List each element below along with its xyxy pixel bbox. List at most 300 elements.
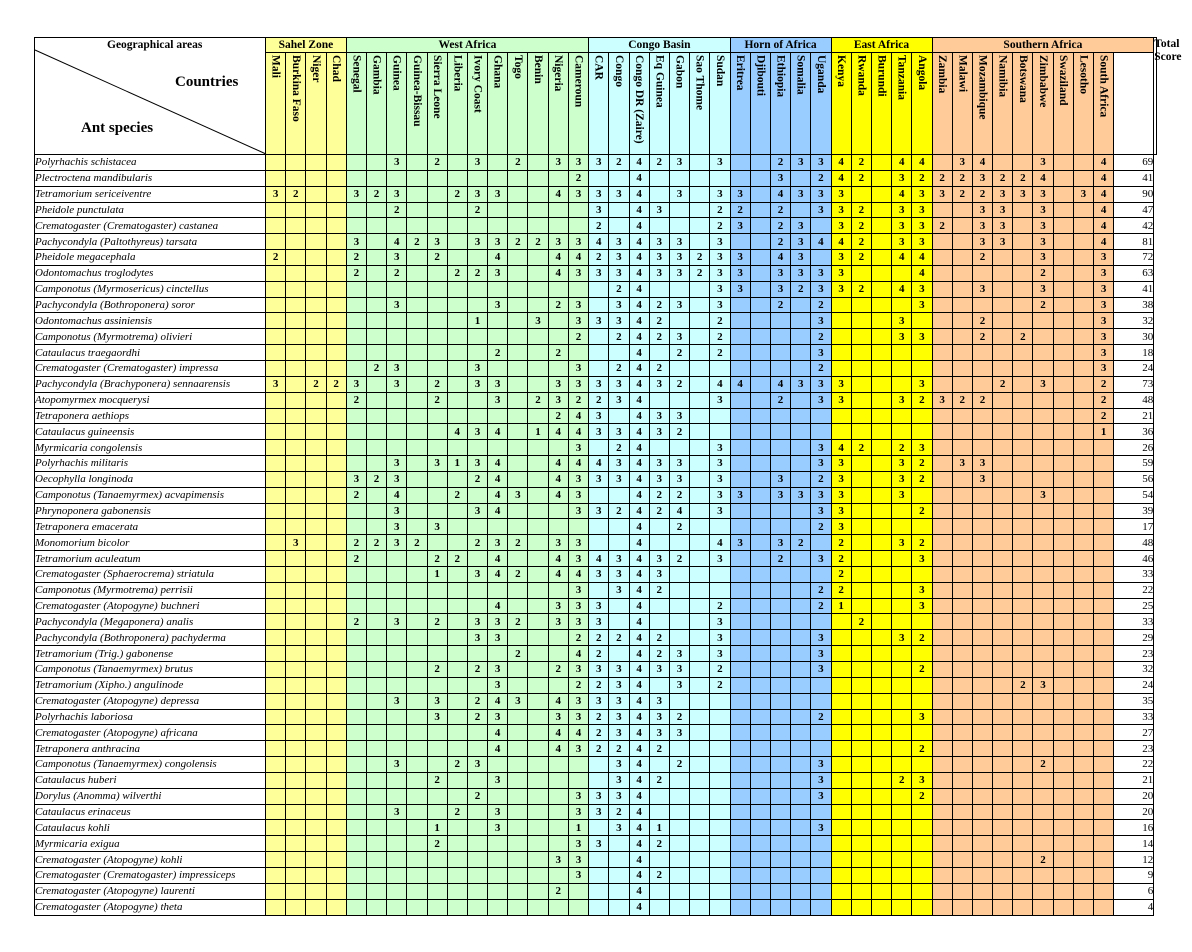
score-cell [952,757,972,773]
score-cell [286,440,306,456]
score-cell [730,899,750,915]
score-cell [730,867,750,883]
score-cell: 3 [589,662,609,678]
score-cell [1033,741,1053,757]
score-cell [1073,677,1093,693]
score-cell [690,598,710,614]
score-cell [932,471,952,487]
score-cell: 3 [609,772,629,788]
table-row [35,440,1157,456]
score-cell: 3 [912,772,932,788]
score-cell [649,677,669,693]
score-cell [750,329,770,345]
score-cell [972,614,992,630]
score-cell: 3 [467,566,487,582]
score-cell: 3 [1033,281,1053,297]
score-cell [791,867,811,883]
score-cell [932,202,952,218]
score-cell: 4 [912,265,932,281]
score-cell [710,693,730,709]
species-name: Crematogaster (Atopogyne) buchneri [35,598,266,614]
score-cell [791,598,811,614]
score-cell: 2 [286,186,306,202]
score-cell: 3 [387,456,407,472]
score-cell [528,535,548,551]
score-cell [892,820,912,836]
score-cell [407,250,427,266]
score-cell [1094,883,1114,899]
score-cell [831,899,851,915]
score-cell: 4 [831,155,851,171]
score-cell [730,709,750,725]
score-cell [467,250,487,266]
score-cell [649,899,669,915]
total-score-cell: 27 [1114,725,1154,741]
score-cell [811,725,831,741]
score-cell: 3 [467,757,487,773]
table-row [35,345,1157,361]
score-cell [811,867,831,883]
score-cell [952,772,972,788]
score-cell [346,772,366,788]
score-cell [750,281,770,297]
score-cell [508,677,528,693]
score-cell: 3 [710,487,730,503]
total-score-cell: 33 [1114,566,1154,582]
score-cell [286,725,306,741]
score-cell [972,503,992,519]
score-cell [407,503,427,519]
score-cell [1073,551,1093,567]
score-cell: 2 [972,313,992,329]
score-cell [1053,598,1073,614]
score-cell: 2 [346,535,366,551]
score-cell [912,757,932,773]
score-cell: 4 [387,234,407,250]
score-cell [892,598,912,614]
score-cell: 2 [427,250,447,266]
score-cell: 3 [1033,202,1053,218]
score-cell [972,360,992,376]
score-cell [871,155,891,171]
score-cell [366,440,386,456]
score-cell [690,582,710,598]
score-cell [548,360,568,376]
score-cell [851,867,871,883]
score-cell [528,218,548,234]
score-cell: 3 [730,281,750,297]
score-cell: 4 [629,392,649,408]
score-cell [286,329,306,345]
score-cell [306,186,326,202]
score-cell: 4 [488,424,508,440]
score-cell [366,630,386,646]
score-cell [932,598,952,614]
score-cell [326,313,346,329]
score-cell [669,693,689,709]
score-cell [831,360,851,376]
score-cell: 2 [427,376,447,392]
score-cell: 3 [467,456,487,472]
score-cell [1053,772,1073,788]
score-cell: 2 [589,646,609,662]
score-cell [690,218,710,234]
score-cell: 2 [346,250,366,266]
score-cell [952,424,972,440]
score-cell [952,852,972,868]
score-cell: 2 [1033,757,1053,773]
score-cell [306,757,326,773]
score-cell [750,725,770,741]
score-cell: 2 [770,218,790,234]
score-cell: 3 [649,408,669,424]
score-cell: 2 [467,693,487,709]
score-cell [346,456,366,472]
score-cell [306,614,326,630]
score-cell [1033,313,1053,329]
score-cell: 4 [568,250,588,266]
score-cell [952,408,972,424]
score-cell [1013,551,1033,567]
score-cell [1013,487,1033,503]
country-name: Ivory Coast [471,55,484,113]
score-cell [770,519,790,535]
score-cell [932,313,952,329]
score-cell: 3 [1033,155,1053,171]
species-name: Crematogaster (Crematogaster) castanea [35,218,266,234]
score-cell: 4 [568,566,588,582]
score-cell [710,709,730,725]
score-cell [871,551,891,567]
score-cell [770,424,790,440]
score-cell [690,186,710,202]
score-cell [710,836,730,852]
score-cell [1033,535,1053,551]
score-cell [831,867,851,883]
score-cell: 2 [791,281,811,297]
species-name: Pachycondyla (Bothroponera) soror [35,297,266,313]
score-cell [912,693,932,709]
score-cell [1053,250,1073,266]
score-cell [266,234,286,250]
score-cell: 2 [609,155,629,171]
score-cell [548,757,568,773]
score-cell [932,424,952,440]
score-cell [1033,408,1053,424]
score-cell [1033,456,1053,472]
score-cell [851,376,871,392]
score-cell [568,202,588,218]
country-header [427,53,447,155]
score-cell: 3 [649,662,669,678]
table-row [35,297,1157,313]
score-cell [851,836,871,852]
score-cell [851,883,871,899]
score-cell: 2 [609,741,629,757]
score-cell: 4 [629,899,649,915]
score-cell: 2 [710,313,730,329]
score-cell [932,804,952,820]
score-cell: 2 [851,170,871,186]
score-cell [649,440,669,456]
score-cell [266,297,286,313]
score-cell [609,852,629,868]
species-name: Crematogaster (Atopogyne) laurenti [35,883,266,899]
table-row [35,329,1157,345]
score-cell: 2 [568,170,588,186]
score-cell: 4 [629,186,649,202]
score-cell: 3 [710,297,730,313]
score-cell [589,883,609,899]
table-row [35,582,1157,598]
score-cell [1013,566,1033,582]
total-score-cell: 23 [1114,741,1154,757]
country-name: Malawi [956,55,969,93]
score-cell [791,329,811,345]
score-cell: 2 [568,392,588,408]
score-cell [993,456,1013,472]
score-cell [669,360,689,376]
score-cell [528,551,548,567]
score-cell [306,392,326,408]
score-cell [690,503,710,519]
score-cell [548,646,568,662]
score-cell [1073,852,1093,868]
score-cell [366,677,386,693]
score-cell [407,709,427,725]
score-cell [952,709,972,725]
total-score-cell: 48 [1114,535,1154,551]
score-cell: 4 [629,313,649,329]
score-cell [346,329,366,345]
table-row [35,551,1157,567]
score-cell [1073,424,1093,440]
score-cell [387,741,407,757]
score-cell [851,408,871,424]
score-cell [1094,867,1114,883]
score-cell: 3 [488,376,508,392]
score-cell [306,630,326,646]
score-cell [750,566,770,582]
score-cell [730,360,750,376]
score-cell [1053,535,1073,551]
score-cell: 2 [770,392,790,408]
score-cell [286,598,306,614]
score-cell: 4 [548,424,568,440]
score-cell: 2 [609,360,629,376]
score-cell [266,820,286,836]
score-cell: 2 [811,471,831,487]
score-cell [1053,186,1073,202]
score-cell: 2 [346,551,366,567]
score-cell [871,725,891,741]
score-cell [811,693,831,709]
score-cell [548,630,568,646]
score-cell [1073,345,1093,361]
score-cell: 3 [427,693,447,709]
species-name: Atopomyrmex mocquerysi [35,392,266,408]
score-cell: 3 [811,265,831,281]
score-cell [649,883,669,899]
score-cell [266,725,286,741]
score-cell: 3 [1094,281,1114,297]
table-row [35,614,1157,630]
score-cell: 3 [912,376,932,392]
score-cell [366,566,386,582]
score-cell [286,662,306,678]
score-cell [851,186,871,202]
score-cell [952,677,972,693]
score-cell [467,551,487,567]
species-name: Tetraponera emacerata [35,519,266,535]
score-cell [932,614,952,630]
score-cell: 3 [811,376,831,392]
score-cell [1094,614,1114,630]
score-cell: 4 [629,345,649,361]
score-cell [326,186,346,202]
score-cell [326,265,346,281]
score-cell [972,836,992,852]
species-name: Camponotus (Tanaemyrmex) brutus [35,662,266,678]
score-cell [972,757,992,773]
country-header [266,53,286,155]
score-cell: 2 [770,202,790,218]
score-cell [366,408,386,424]
score-cell: 3 [1094,250,1114,266]
score-cell: 2 [407,535,427,551]
score-cell [407,852,427,868]
score-cell [750,170,770,186]
score-cell [1053,725,1073,741]
score-cell [791,820,811,836]
score-cell [993,709,1013,725]
score-cell [467,345,487,361]
score-cell [871,408,891,424]
score-cell [932,329,952,345]
score-cell [770,630,790,646]
score-cell: 2 [649,836,669,852]
score-cell [690,741,710,757]
score-cell: 3 [568,614,588,630]
score-cell [488,852,508,868]
score-cell [1013,804,1033,820]
score-cell [467,598,487,614]
country-name: Chad [330,55,343,82]
score-cell [508,392,528,408]
score-cell: 2 [669,487,689,503]
score-cell [993,741,1013,757]
table-row [35,757,1157,773]
score-cell [972,487,992,503]
country-name: Congo DR (Zaire) [633,55,646,144]
score-cell [266,741,286,757]
score-cell [1094,440,1114,456]
total-score-cell: 72 [1114,250,1154,266]
score-cell [528,360,548,376]
score-cell [1033,804,1053,820]
country-name: Kenya [835,55,848,87]
score-cell [1073,772,1093,788]
score-cell [851,345,871,361]
score-cell [1013,345,1033,361]
score-cell [972,788,992,804]
country-name: Gambia [370,55,383,95]
score-cell [1033,867,1053,883]
country-name: Eq Guinea [653,55,666,108]
geographical-areas-label: Geographical areas [107,39,203,51]
score-cell [508,630,528,646]
score-cell [1053,155,1073,171]
score-cell [346,804,366,820]
score-cell: 4 [488,551,508,567]
score-cell [750,820,770,836]
score-cell: 4 [488,471,508,487]
score-cell: 2 [548,883,568,899]
score-cell [407,313,427,329]
score-cell [669,630,689,646]
score-cell [1033,820,1053,836]
score-cell [548,313,568,329]
score-cell [447,646,467,662]
score-cell [1073,883,1093,899]
score-cell: 3 [467,503,487,519]
score-cell [326,471,346,487]
score-cell: 3 [609,709,629,725]
score-cell [750,899,770,915]
species-name: Phrynoponera gabonensis [35,503,266,519]
score-cell [326,867,346,883]
score-cell: 3 [609,471,629,487]
score-cell [1094,662,1114,678]
score-cell: 2 [710,677,730,693]
score-cell: 3 [508,693,528,709]
score-cell [690,551,710,567]
score-cell [871,741,891,757]
score-cell: 2 [851,281,871,297]
country-name: Burundi [875,55,888,97]
score-cell [306,424,326,440]
score-cell: 3 [568,535,588,551]
score-cell [508,662,528,678]
score-cell [791,852,811,868]
score-cell [912,360,932,376]
region-header-sahel-zone: Sahel Zone [266,38,347,53]
score-cell [1013,250,1033,266]
score-cell [972,297,992,313]
table-row [35,852,1157,868]
score-cell [286,788,306,804]
score-cell [266,471,286,487]
score-cell [366,867,386,883]
score-cell [387,677,407,693]
score-cell [993,883,1013,899]
species-name: Plectroctena mandibularis [35,170,266,186]
score-cell [589,820,609,836]
table-row [35,487,1157,503]
score-cell [427,646,447,662]
score-cell [750,883,770,899]
score-cell [528,677,548,693]
score-cell: 3 [649,709,669,725]
score-cell: 4 [629,265,649,281]
table-row [35,186,1157,202]
score-cell: 2 [427,551,447,567]
score-cell [1094,582,1114,598]
score-cell [346,852,366,868]
score-cell: 4 [629,566,649,582]
country-name: South Africa [1097,55,1110,118]
score-cell: 3 [730,186,750,202]
